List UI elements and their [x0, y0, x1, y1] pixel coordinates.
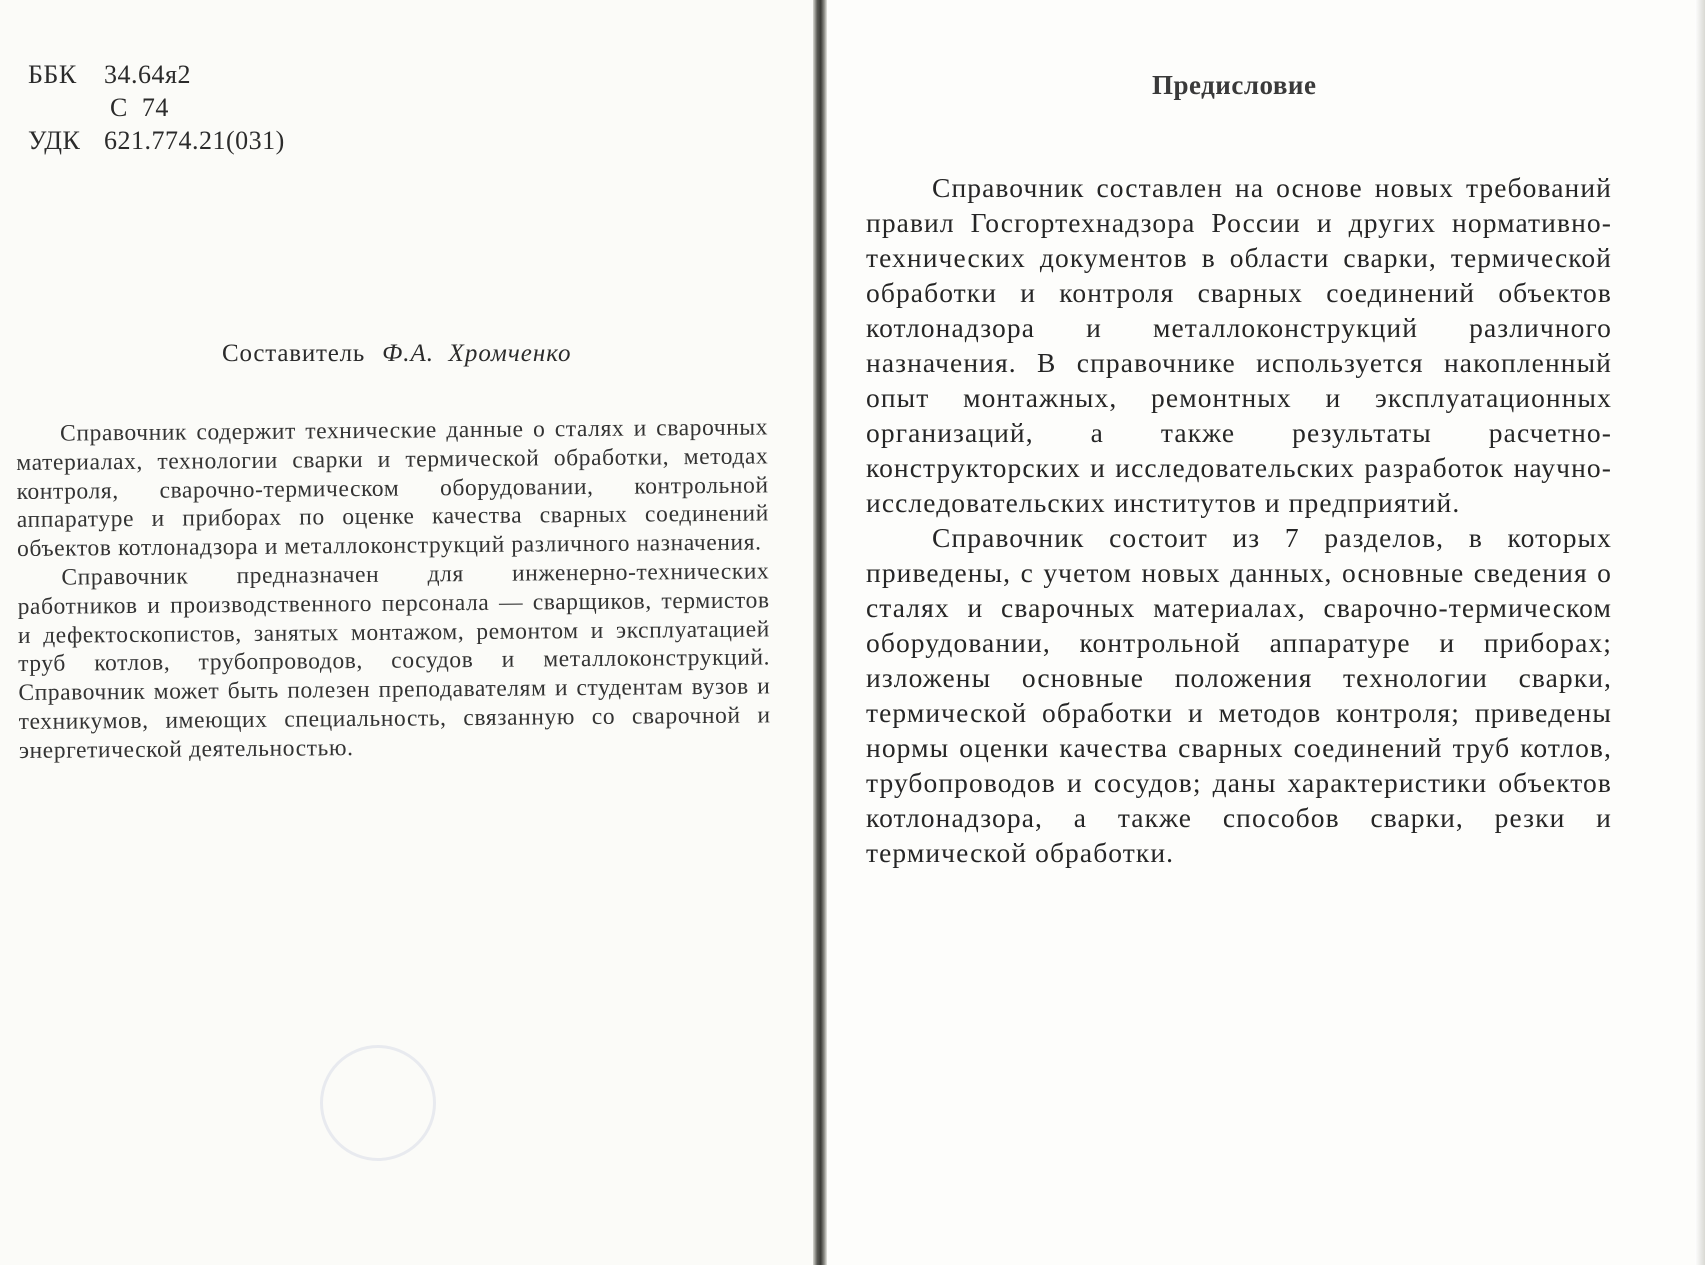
annotation: [16, 413, 771, 765]
preface-title: Предисловие: [1152, 70, 1317, 100]
udk-label: УДК: [28, 126, 81, 155]
left-page: [0, 0, 815, 1265]
author-mark-row: [28, 91, 285, 124]
annotation-paragraph: Справочник предназначен для инженерно-технических работников и производственного персонала — сварщиков, термистов и дефектоскопистов, занятых монтажом, ремонтом и эксплуатацией труб котлов, трубопроводов, сосудов и металлоконструкций. Справочник может быть полезен преподавателям и студентам вузов и техникумов, имеющих специальность, связанную со сварочной и энергетической деятельностью.: [17, 558, 771, 764]
preface-paragraph: Справочник составлен на основе новых требований правил Госгортехнадзора России и других нормативно-технических документов в области сварки, термической обработки и контроля сварных соединений объектов котлонадзора и металлоконструкций различного назначения. В справочнике используется накопленный опыт монтажных, ремонтных и эксплуатационных организаций, а также результаты расчетно-конструкторских и исследовательских разработок научно-исследовательских институтов и предприятий.: [866, 172, 1612, 518]
book-gutter: [813, 0, 827, 1265]
compiler-name: Ф.А. Хромченко: [382, 340, 572, 367]
bbk-row: [28, 58, 285, 91]
author-mark: С 74: [110, 93, 169, 122]
annotation-paragraph: Справочник содержит технические данные о сталях и сварочных материалах, технологии сварки и термической обработки, методах контроля, сварочно-термическом оборудовании, контрольной аппаратуре и приборах по оценке качества сварных соединений объектов котлонадзора и металлоконструкций различного назначения.: [16, 414, 769, 563]
page-edge: [1695, 0, 1705, 1265]
compiler-label: Составитель: [222, 340, 366, 367]
bbk-value: 34.64я2: [104, 60, 191, 89]
udk-value: 621.774.21(031): [104, 126, 285, 155]
bbk-label: ББК: [28, 60, 77, 89]
preface-paragraph: Справочник состоит из 7 разделов, в которых приведены, с учетом новых данных, основные сведения о сталях и сварочных материалах, сварочно-термическом оборудовании, контрольной аппаратуре и приборах; изложены основные положения технологии сварки, термической обработки и методов контроля; приведены нормы оценки качества сварных соединений труб котлов, трубопроводов и сосудов; даны характеристики объектов котлонадзора, а также способов сварки, резки и термической обработки.: [866, 522, 1612, 868]
faint-stamp-mark: [320, 1045, 436, 1161]
compiler-line: [222, 340, 572, 368]
preface-body: [866, 170, 1612, 870]
catalog-codes: [28, 58, 285, 157]
udk-row: [28, 124, 285, 157]
